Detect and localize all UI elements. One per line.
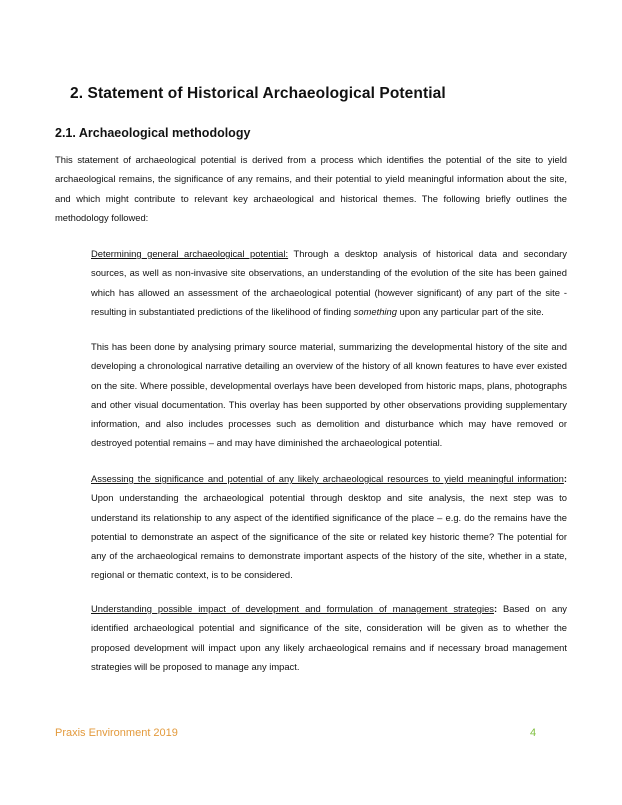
potential-paragraph <box>91 244 567 321</box>
section-heading: 2.1. Archaeological methodology <box>55 126 251 140</box>
potential-text-end: upon any particular part of the site. <box>396 305 544 317</box>
analysis-paragraph: This has been done by analysing primary source material, summarizing the developmental history of the site and developing a chronological narrative detailing an overview of the history of all known features to have ever existed on the site. Where possible, developmental overlays have been developed from historic maps, plans, photographs and other visual documentation. This overlay has been supported by other observations providing supplementary information, and also includes processes such as demolition and disturbance which may have removed or destroyed potential remains – and may have diminished the archaeological potential. <box>91 341 567 449</box>
footer-company: Praxis Environment 2019 <box>55 727 178 739</box>
impact-text: Based on any identified archaeological potential and significance of the site, consideration will be given as to whether the proposed development will impact upon any likely archaeological remains and if necessary broad management strategies will be proposed to manage any impact. <box>91 603 567 672</box>
impact-heading: Understanding possible impact of development and formulation of management strategies <box>91 603 494 614</box>
impact-colon: : <box>493 603 498 614</box>
page-title: 2. Statement of Historical Archaeological Potential <box>70 85 446 102</box>
significance-colon: : <box>563 473 567 484</box>
potential-emphasis: something <box>353 305 397 317</box>
significance-text: Upon understanding the archaeological potential through desktop and site analysis, the next step was to understand its relationship to any aspect of the identified significance of the place – e.g. do the remains have the potential to demonstrate an aspect of the significance of the site or related key historic theme? The potential for any of the archaeological remains to demonstrate important aspects of the history of the site, whether in a state, regional or thematic context, is to be considered. <box>91 492 567 581</box>
significance-paragraph <box>91 469 567 585</box>
intro-paragraph: This statement of archaeological potential is derived from a process which identifies the potential of the site to yield archaeological remains, the significance of any remains, and their potential to yield meaningful information about the site, and which might contribute to relevant key archaeological and historical themes. The following briefly outlines the methodology followed: <box>55 154 567 223</box>
impact-paragraph <box>91 599 567 676</box>
significance-heading: Assessing the significance and potential of any likely archaeological resources to yield meaningful information <box>91 473 564 484</box>
potential-text: Through a desktop analysis of historical data and secondary sources, as well as non-invasive site observations, an understanding of the evolution of the site has been gained which has allowed an assessment of the archaeological potential (however significant) of any part of the site - resulting in substantiated predictions of the likelihood of finding <box>91 248 567 317</box>
potential-heading: Determining general archaeological potential: <box>91 248 289 259</box>
footer-page-number: 4 <box>530 727 537 739</box>
